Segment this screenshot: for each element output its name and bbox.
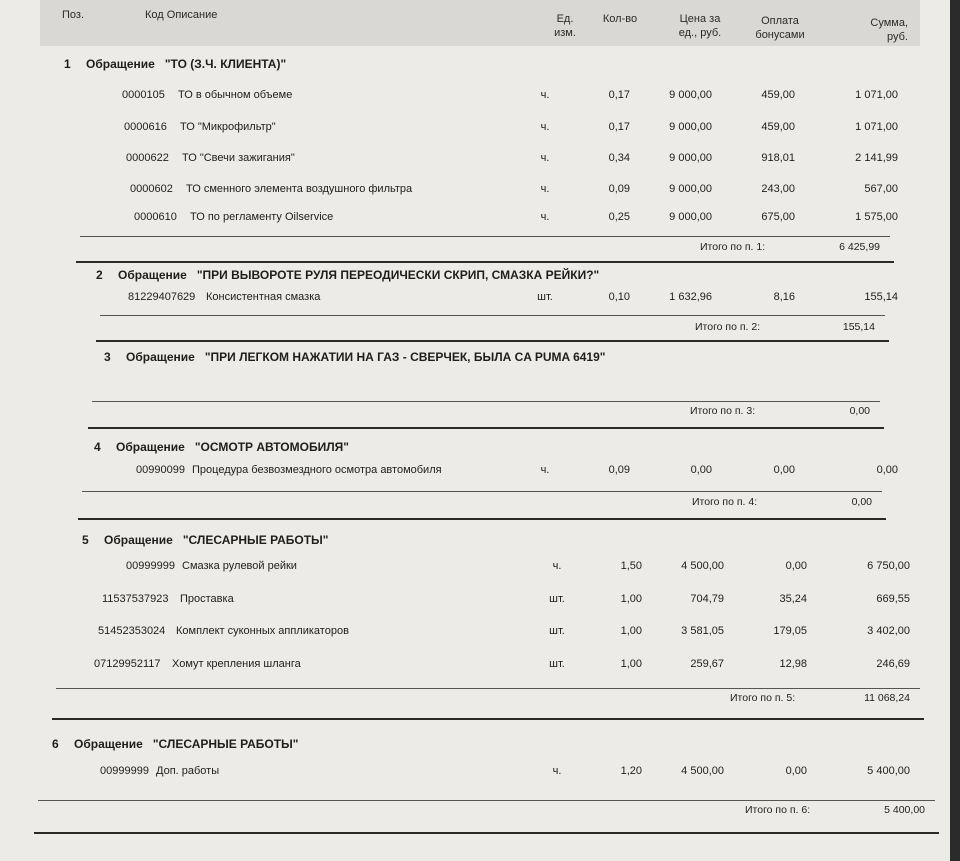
header-unit: Ед. изм. [554,13,576,39]
item-unit: ч. [540,211,550,223]
item-code: 00999999 [100,765,149,777]
section-word: Обращение [126,350,195,364]
table-row [0,183,950,199]
section-title [52,737,298,751]
section-name: "ПРИ ЛЕГКОМ НАЖАТИИ НА ГАЗ - СВЕРЧЕК, БЫЛА CA PUMA 6419" [204,350,606,364]
section-bottom-rule [78,518,886,520]
item-price: 0,00 [690,464,712,476]
item-code: 00999999 [126,560,175,572]
item-description: Доп. работы [156,765,220,777]
section-total [695,321,875,333]
item-qty: 1,00 [620,658,642,670]
item-sum: 0,00 [876,464,898,476]
item-qty: 0,25 [608,211,630,223]
section-divider [38,800,935,801]
table-header [40,0,920,46]
section-divider [100,315,885,316]
section-total [700,241,880,253]
item-price: 259,67 [690,658,724,670]
item-price: 704,79 [690,593,724,605]
item-sum: 1 071,00 [855,121,898,133]
item-qty: 0,09 [608,464,630,476]
section-name: "ТО (З.Ч. КЛИЕНТА)" [164,57,287,71]
item-price: 9 000,00 [669,152,712,164]
section-total [692,496,872,508]
item-description: Процедура безвозмездного осмотра автомобиля [192,464,442,476]
section-total [690,405,870,417]
header-sum: Сумма, руб. [870,17,908,43]
item-code: 07129952117 [94,658,161,670]
item-code: 11537537923 [102,593,169,605]
item-code: 0000616 [124,121,167,133]
item-sum: 155,14 [864,291,898,303]
item-description: ТО в обычном объеме [178,89,293,101]
header-qty: Кол-во [602,13,638,25]
item-price: 9 000,00 [669,183,712,195]
section-title [94,440,349,454]
item-bonus: 0,00 [785,560,807,572]
table-row [0,121,950,137]
section-name: "СЛЕСАРНЫЕ РАБОТЫ" [152,737,299,751]
section-number: 6 [52,737,59,751]
section-number: 1 [64,57,71,71]
section-number: 2 [96,268,103,282]
section-word: Обращение [118,268,187,282]
section-title [96,268,599,282]
table-row [0,560,950,576]
total-label: Итого по п. 6: [745,804,811,816]
item-unit: ч. [552,765,562,777]
item-sum: 246,69 [876,658,910,670]
section-word: Обращение [86,57,155,71]
item-bonus: 459,00 [761,121,795,133]
item-unit: ч. [540,464,550,476]
total-value: 5 400,00 [884,804,925,816]
section-total [730,692,910,704]
total-label: Итого по п. 4: [692,496,758,508]
header-price: Цена за ед., руб. [678,13,722,39]
item-unit: ч. [540,152,550,164]
total-value: 6 425,99 [839,241,880,253]
item-description: ТО по регламенту Oilservice [190,211,334,223]
item-qty: 0,17 [608,121,630,133]
item-sum: 669,55 [876,593,910,605]
total-label: Итого по п. 5: [730,692,796,704]
item-description: ТО "Микрофильтр" [180,121,276,133]
item-bonus: 459,00 [761,89,795,101]
section-bottom-rule [88,427,884,429]
section-number: 5 [82,533,89,547]
section-divider [82,491,882,492]
item-description: Консистентная смазка [206,291,321,303]
section-bottom-rule [96,340,889,342]
item-unit: ч. [540,183,550,195]
item-bonus: 0,00 [773,464,795,476]
total-value: 11 068,24 [864,692,910,704]
item-description: ТО "Свечи зажигания" [182,152,295,164]
item-unit: шт. [549,658,565,670]
header-pos: Поз. [62,9,84,21]
item-qty: 1,20 [620,765,642,777]
item-price: 4 500,00 [681,560,724,572]
section-word: Обращение [74,737,143,751]
total-label: Итого по п. 3: [690,405,756,417]
table-row [0,291,950,307]
item-sum: 1 071,00 [855,89,898,101]
item-code: 0000105 [122,89,165,101]
section-bottom-rule [52,718,924,720]
item-description: Проставка [180,593,234,605]
item-price: 9 000,00 [669,211,712,223]
table-row [0,152,950,168]
item-sum: 6 750,00 [867,560,910,572]
item-qty: 0,10 [608,291,630,303]
item-code: 00990099 [136,464,185,476]
section-bottom-rule [34,832,939,834]
section-name: "СЛЕСАРНЫЕ РАБОТЫ" [182,533,329,547]
table-row [0,765,950,781]
header-code-desc: Код Описание [145,9,218,21]
total-label: Итого по п. 2: [695,321,761,333]
section-divider [92,401,880,402]
item-unit: шт. [549,625,565,637]
item-qty: 1,50 [620,560,642,572]
item-price: 9 000,00 [669,89,712,101]
item-unit: шт. [549,593,565,605]
item-qty: 0,09 [608,183,630,195]
section-name: "ОСМОТР АВТОМОБИЛЯ" [194,440,349,454]
section-word: Обращение [116,440,185,454]
header-bonus: Оплата бонусами [755,15,805,41]
total-value: 0,00 [849,405,870,417]
item-bonus: 243,00 [761,183,795,195]
item-sum: 5 400,00 [867,765,910,777]
table-row [0,211,950,227]
item-qty: 1,00 [620,593,642,605]
table-row [0,625,950,641]
item-unit: ч. [540,89,550,101]
item-bonus: 179,05 [773,625,807,637]
item-qty: 1,00 [620,625,642,637]
item-price: 4 500,00 [681,765,724,777]
section-divider [56,688,920,689]
item-bonus: 8,16 [773,291,795,303]
item-qty: 0,34 [608,152,630,164]
item-description: ТО сменного элемента воздушного фильтра [186,183,413,195]
item-bonus: 918,01 [761,152,795,164]
section-divider [80,236,890,237]
item-sum: 2 141,99 [855,152,898,164]
item-unit: ч. [540,121,550,133]
item-description: Смазка рулевой рейки [182,560,297,572]
item-code: 0000602 [130,183,173,195]
item-unit: шт. [537,291,553,303]
item-price: 3 581,05 [681,625,724,637]
section-title [64,57,286,71]
table-row [0,658,950,674]
section-number: 4 [94,440,101,454]
item-sum: 1 575,00 [855,211,898,223]
section-bottom-rule [76,261,894,263]
item-price: 9 000,00 [669,121,712,133]
item-description: Комплект суконных аппликаторов [176,625,349,637]
item-code: 0000610 [134,211,177,223]
item-bonus: 35,24 [779,593,807,605]
item-qty: 0,17 [608,89,630,101]
section-name: "ПРИ ВЫВОРОТЕ РУЛЯ ПЕРЕОДИЧЕСКИ СКРИП, СМАЗКА РЕЙКИ?" [196,268,600,282]
table-row [0,464,950,480]
section-number: 3 [104,350,111,364]
section-total [745,804,925,816]
item-sum: 3 402,00 [867,625,910,637]
total-value: 155,14 [842,321,875,333]
section-title [104,350,605,364]
item-bonus: 0,00 [785,765,807,777]
item-code: 81229407629 [128,291,196,303]
total-label: Итого по п. 1: [700,241,766,253]
table-row [0,593,950,609]
total-value: 0,00 [851,496,872,508]
item-description: Хомут крепления шланга [172,658,301,670]
item-bonus: 675,00 [761,211,795,223]
item-unit: ч. [552,560,562,572]
section-word: Обращение [104,533,173,547]
item-price: 1 632,96 [669,291,712,303]
item-bonus: 12,98 [779,658,807,670]
table-row [0,89,950,105]
section-title [82,533,328,547]
item-code: 0000622 [126,152,169,164]
item-code: 51452353024 [98,625,166,637]
item-sum: 567,00 [864,183,898,195]
